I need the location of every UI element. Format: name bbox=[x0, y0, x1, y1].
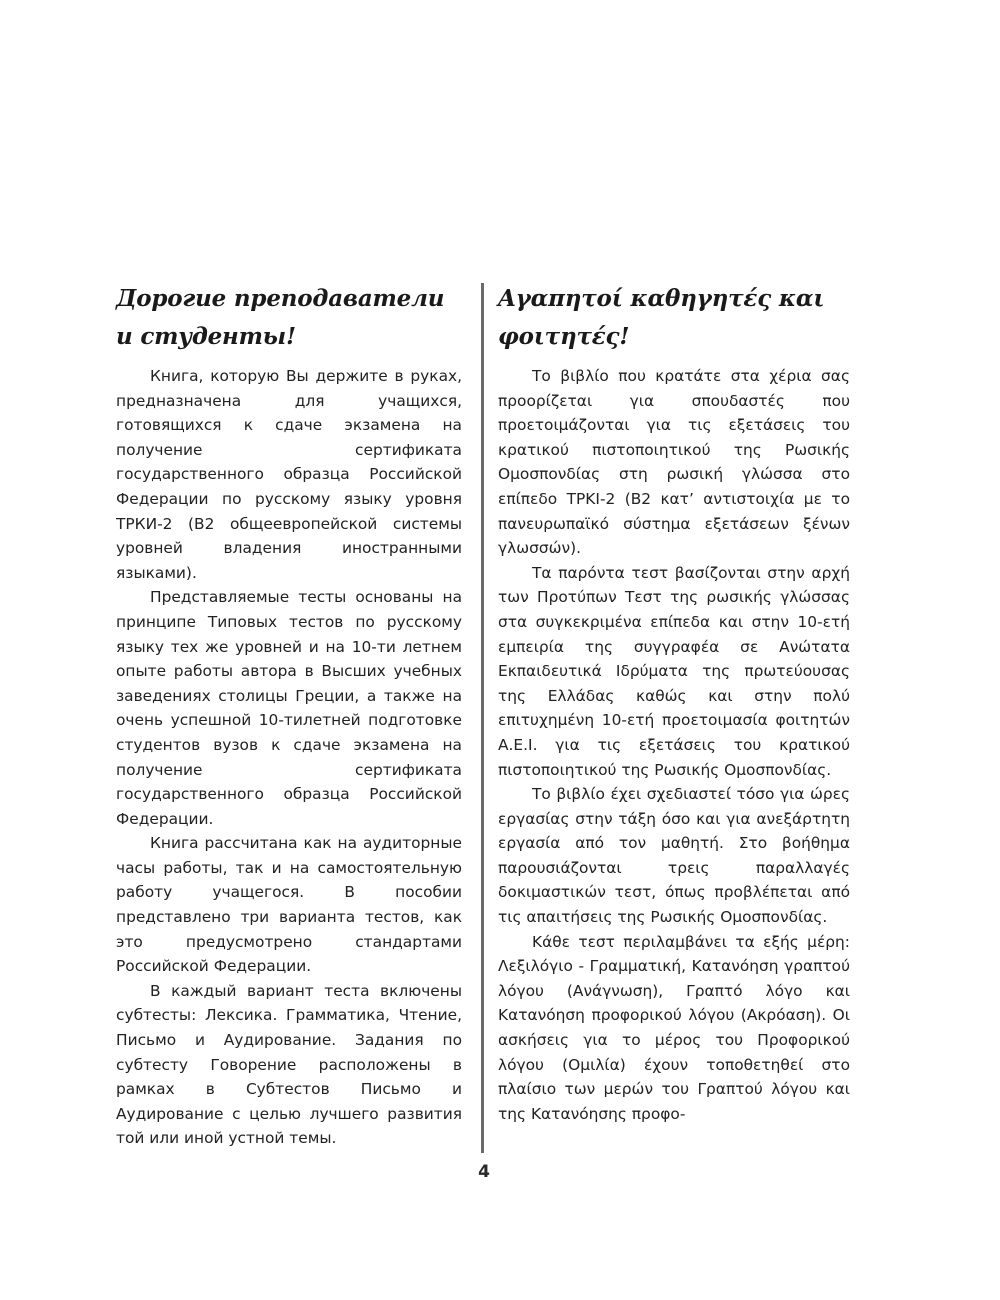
greek-column bbox=[498, 280, 850, 1126]
russian-paragraph-3: Книга рассчитана как на аудиторные часы работы, так и на самостоятельную работу учащегося. В пособии представлено три варианта тестов, как это предусмотрено стандартами Российской Федерации. bbox=[116, 834, 462, 976]
greek-heading-line-1: Αγαπητοί καθηγητές και bbox=[498, 285, 825, 312]
greek-heading-line-2: φοιτητές! bbox=[498, 323, 630, 350]
russian-column bbox=[116, 280, 462, 1151]
column-divider bbox=[481, 283, 484, 1153]
greek-heading bbox=[498, 280, 850, 356]
greek-paragraph-1: Το βιβλίο που κρατάτε στα χέρια σας προορίζεται για σπουδαστές που προετοιμάζονται για τις εξετάσεις του κρατικού πιστοποιητικού της Ρωσικής Ομοσπονδίας στη ρωσική γλώσσα στο επίπεδο ΤΡΚΙ-2 (Β2 κατ’ αντιστοιχία με το πανευρωπαϊκό σύστημα εξετάσεων ξένων γλωσσών). bbox=[498, 367, 850, 558]
russian-heading-line-1: Дорогие преподаватели bbox=[116, 285, 445, 312]
russian-paragraph-2: Представляемые тесты основаны на принципе Типовых тестов по русскому языку тех же уровней и на 10-ти летнем опыте работы автора в Высших учебных заведениях столицы Греции, а также на очень успешной 10-тилетней подготовке студентов вузов к сдаче экзамена на получение сертификата государственного образца Российской Федерации. bbox=[116, 588, 462, 828]
greek-paragraph-3: Το βιβλίο έχει σχεδιαστεί τόσο για ώρες εργασίας στην τάξη όσο και για ανεξάρτητη εργασία από τον μαθητή. Στο βοήθημα παρουσιάζονται τρεις παραλλαγές δοκιμαστικών τεστ, όπως προβλέπεται από τις απαιτήσεις της Ρωσικής Ομοσπονδίας. bbox=[498, 785, 850, 927]
greek-paragraph-4: Κάθε τεστ περιλαμβάνει τα εξής μέρη: Λεξιλόγιο - Γραμματική, Κατανόηση γραπτού λόγου (Ανάγνωση), Γραπτό λόγο και Κατανόηση προφορικού λόγου (Ακρόαση). Οι ασκήσεις για το μέρος του Προφορικού λόγου (Ομιλία) έχουν τοποθετηθεί στο πλαίσιο των μερών του Γραπτού λόγου και της Κατανόησης προφο- bbox=[498, 932, 850, 1123]
page-number: 4 bbox=[478, 1162, 490, 1182]
russian-paragraph-1: Книга, которую Вы держите в руках, предназначена для учащихся, готовящихся к сдаче экзамена на получение сертификата государственного образца Российской Федерации по русскому языку уровня ТРКИ-2 (В2 общеевропейской системы уровней владения иностранными языками). bbox=[116, 367, 462, 582]
greek-paragraph-2: Τα παρόντα τεστ βασίζονται στην αρχή των Προτύπων Τεστ της ρωσικής γλώσσας στα συγκεκριμένα επίπεδα και στην 10-ετή εμπειρία της συγγραφέα σε Ανώτατα Εκπαιδευτικά Ιδρύματα της πρωτεύουσας της Ελλάδας καθώς και στην πολύ επιτυχημένη 10-ετή προετοιμασία φοιτητών Α.Ε.Ι. για τις εξετάσεις του κρατικού πιστοποιητικού της Ρωσικής Ομοσπονδίας. bbox=[498, 563, 850, 779]
russian-heading-line-2: и студенты! bbox=[116, 323, 296, 350]
russian-paragraph-4: В каждый вариант теста включены субтесты: Лексика. Грамматика, Чтение, Письмо и Аудирование. Задания по субтесту Говорение расположены в рамках в Субтестов Письмо и Аудирование с целью лучшего развития той или иной устной темы. bbox=[116, 981, 462, 1148]
russian-heading bbox=[116, 280, 462, 356]
